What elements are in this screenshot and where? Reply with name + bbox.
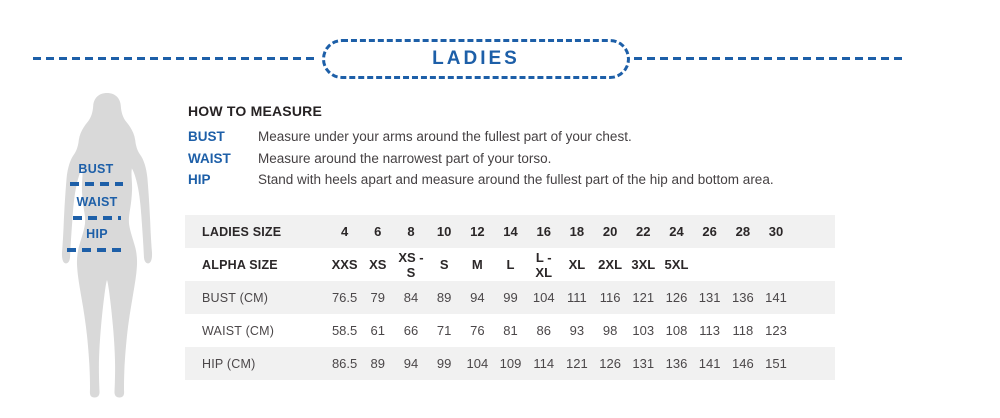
table-cell: XS (369, 257, 387, 272)
table-cell: 24 (669, 224, 684, 239)
table-cell: 89 (436, 290, 452, 305)
table-cell: 79 (370, 290, 386, 305)
table-cell: 12 (470, 224, 485, 239)
measure-term-bust: BUST (188, 129, 225, 144)
table-cell: 58.5 (331, 323, 358, 338)
table-cell: M (471, 257, 483, 272)
row-label: BUST (CM) (202, 290, 269, 305)
table-cell: 99 (503, 290, 518, 305)
table-cell: 103 (632, 323, 655, 338)
table-cell: 126 (599, 356, 621, 371)
table-cell: 86.5 (331, 356, 358, 371)
table-cell: 121 (632, 290, 655, 305)
table-cell: 5XL (664, 257, 689, 272)
table-cell: 118 (732, 323, 754, 338)
size-table (185, 215, 835, 380)
table-cell: 131 (698, 290, 721, 305)
table-row (185, 347, 835, 380)
header-dashed-line-left (33, 57, 318, 60)
table-row (185, 248, 835, 281)
header-dashed-line-right (634, 57, 906, 60)
table-row (185, 314, 835, 347)
table-cell: 61 (370, 323, 386, 338)
table-cell: XS - S (398, 249, 424, 280)
table-cell: 141 (765, 290, 787, 305)
table-cell: 98 (602, 323, 618, 338)
female-silhouette-icon (55, 90, 159, 400)
row-label: ALPHA SIZE (202, 257, 278, 272)
table-cell: 28 (735, 224, 751, 239)
table-cell: 89 (370, 356, 386, 371)
table-row (185, 215, 835, 248)
table-cell: 136 (665, 356, 688, 371)
measurement-figure (55, 90, 160, 400)
row-label: LADIES SIZE (202, 224, 282, 239)
table-cell: 121 (566, 356, 588, 371)
table-cell: 81 (503, 323, 518, 338)
table-cell: 141 (698, 356, 721, 371)
figure-label-hip: HIP (86, 227, 108, 241)
table-cell: 66 (403, 323, 419, 338)
table-cell: 99 (436, 356, 452, 371)
table-cell: 71 (436, 323, 452, 338)
table-cell: 3XL (631, 257, 656, 272)
table-cell: 108 (665, 323, 688, 338)
table-cell: 86 (536, 323, 551, 338)
table-cell: 123 (765, 323, 787, 338)
table-row (185, 281, 835, 314)
measure-term-waist: WAIST (188, 150, 231, 166)
how-to-measure-rows (188, 126, 888, 191)
table-cell: 84 (403, 290, 419, 305)
measure-desc-hip: Stand with heels apart and measure around the fullest part of the hip and bottom area. (258, 172, 774, 187)
table-cell: XL (568, 257, 586, 272)
table-cell: 26 (702, 224, 717, 239)
table-cell: 2XL (598, 257, 623, 272)
row-label: HIP (CM) (202, 356, 256, 371)
table-cell: 94 (470, 290, 485, 305)
row-label: WAIST (CM) (202, 323, 275, 338)
table-cell: 136 (731, 290, 754, 305)
table-cell: 126 (665, 290, 688, 305)
table-cell: L - XL (535, 249, 553, 280)
table-cell: 114 (533, 356, 555, 371)
table-cell: 116 (599, 290, 621, 305)
waist-dashed-line (73, 216, 121, 220)
ladies-header-pill (322, 39, 630, 79)
table-cell: 4 (340, 224, 349, 239)
table-cell: 104 (532, 290, 555, 305)
table-cell: 14 (503, 224, 518, 239)
table-cell: 18 (569, 224, 585, 239)
table-cell: S (439, 257, 449, 272)
table-cell: 76.5 (331, 290, 358, 305)
table-cell: 76 (470, 323, 485, 338)
table-cell: 16 (536, 224, 551, 239)
table-cell: 131 (632, 356, 655, 371)
table-cell: 94 (403, 356, 419, 371)
table-cell: 22 (636, 224, 651, 239)
table-cell: XXS (331, 257, 358, 272)
table-cell: 30 (768, 224, 784, 239)
table-cell: 93 (569, 323, 585, 338)
how-to-measure-section (188, 103, 888, 191)
hip-dashed-line (67, 248, 127, 252)
how-to-measure-title: HOW TO MEASURE (188, 103, 322, 119)
table-cell: 113 (699, 323, 721, 338)
figure-label-bust: BUST (78, 162, 114, 176)
measure-term-hip: HIP (188, 172, 211, 187)
table-cell: 151 (765, 356, 787, 371)
bust-dashed-line (70, 182, 123, 186)
table-cell: 8 (407, 224, 415, 239)
table-cell: 146 (731, 356, 754, 371)
table-cell: 104 (466, 356, 489, 371)
table-cell: 10 (436, 224, 452, 239)
page-title: LADIES (432, 48, 520, 69)
table-cell: 109 (499, 356, 522, 371)
table-cell: L (506, 257, 515, 272)
figure-label-waist: WAIST (76, 195, 118, 209)
measure-desc-waist: Measure around the narrowest part of your torso. (258, 150, 552, 166)
measure-desc-bust: Measure under your arms around the fullest part of your chest. (258, 129, 632, 144)
table-cell: 111 (567, 290, 587, 305)
table-cell: 20 (602, 224, 618, 239)
table-cell: 6 (374, 224, 382, 239)
